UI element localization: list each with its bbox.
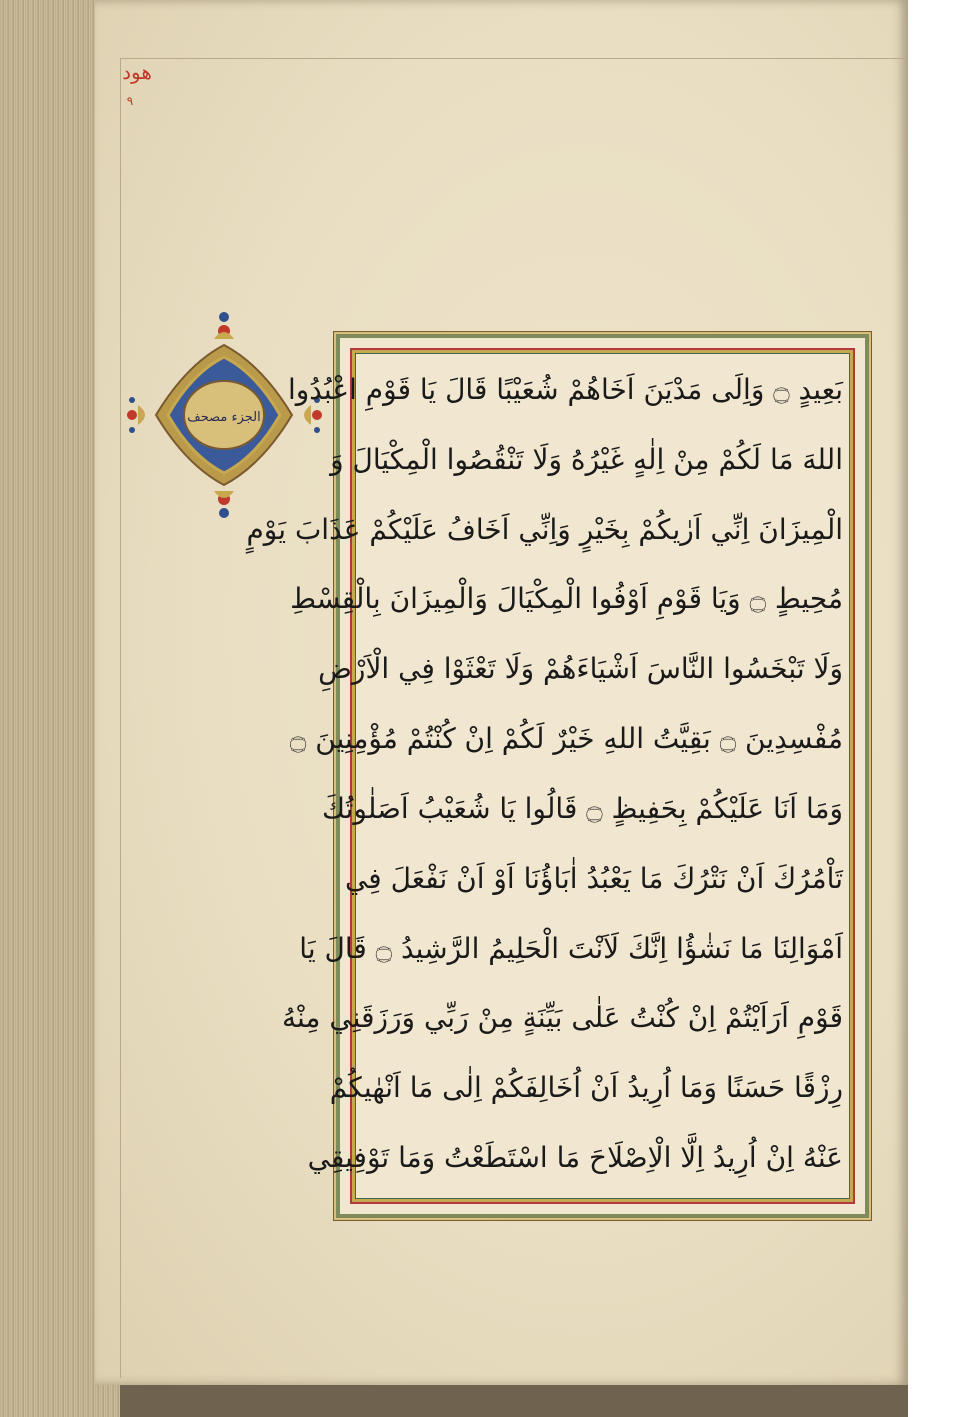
medallion-top-finial <box>214 312 234 339</box>
text-line: تَاْمُرُكَ اَنْ نَتْرُكَ مَا يَعْبُدُ اٰبَاؤُنَا اَوْ اَنْ نَفْعَلَ فِي <box>344 861 843 895</box>
medallion-inscription: الجزء مصحف <box>187 410 261 425</box>
text-line: اَمْوَالِنَا مَا نَشٰؤُا اِنَّكَ لَاَنْتَ الْحَلِيمُ الرَّشِيدُ ۝ قَالَ يَا <box>299 931 843 965</box>
blank-right-margin <box>908 0 974 1417</box>
text-line: وَلَا تَبْخَسُوا النَّاسَ اَشْيَاءَهُمْ وَلَا تَعْثَوْا فِي الْاَرْضِ <box>318 652 843 686</box>
left-margin-rule <box>120 58 121 1378</box>
text-line: عَنْهُ اِنْ اُرِيدُ اِلَّا الْاِصْلَاحَ مَا اسْتَطَعْتُ وَمَا تَوْفِيقِي <box>307 1140 843 1174</box>
surah-name-label: هود <box>122 60 152 84</box>
text-line: اللهَ مَا لَكُمْ مِنْ اِلٰهٍ غَيْرُهُ وَلَا تَنْقُصُوا الْمِكْيَالَ وَ <box>330 442 843 476</box>
text-line: وَمَا اَنَا عَلَيْكُمْ بِحَفِيظٍ ۝ قَالُوا يَا شُعَيْبُ اَصَلٰوتُكَ <box>322 791 843 825</box>
text-frame <box>246 334 869 1218</box>
text-line: بَعِيدٍ ۝ وَاِلَى مَدْيَنَ اَخَاهُمْ شُعَيْبًا قَالَ يَا قَوْمِ اعْبُدُوا <box>287 373 843 406</box>
margin-verse-marker: ٩ <box>126 94 134 108</box>
medallion-bottom-finial <box>214 491 234 518</box>
text-block <box>246 360 843 1192</box>
text-line: مُحِيطٍ ۝ وَيَا قَوْمِ اَوْفُوا الْمِكْيَالَ وَالْمِيزَانَ بِالْقِسْطِ <box>290 582 843 616</box>
text-line: رِزْقًا حَسَنًا وَمَا اُرِيدُ اَنْ اُخَالِفَكُمْ اِلٰى مَا اَنْهٰيكُمْ <box>329 1071 843 1105</box>
top-margin-rule <box>120 58 908 59</box>
text-line: مُفْسِدِينَ ۝ بَقِيَّتُ اللهِ خَيْرٌ لَكُمْ اِنْ كُنْتُمْ مُؤْمِنِينَ ۝ <box>289 722 843 756</box>
text-line: الْمِيزَانَ اِنِّي اَرٰيكُمْ بِخَيْرٍ وَاِنِّي اَخَافُ عَلَيْكُمْ عَذَابَ يَوْمٍ <box>246 512 843 546</box>
medallion-left-finial <box>127 397 145 433</box>
text-line: قَوْمِ اَرَاَيْتُمْ اِنْ كُنْتُ عَلٰى بَيِّنَةٍ مِنْ رَبِّي وَرَزَقَنِي مِنْهُ <box>281 1001 843 1035</box>
